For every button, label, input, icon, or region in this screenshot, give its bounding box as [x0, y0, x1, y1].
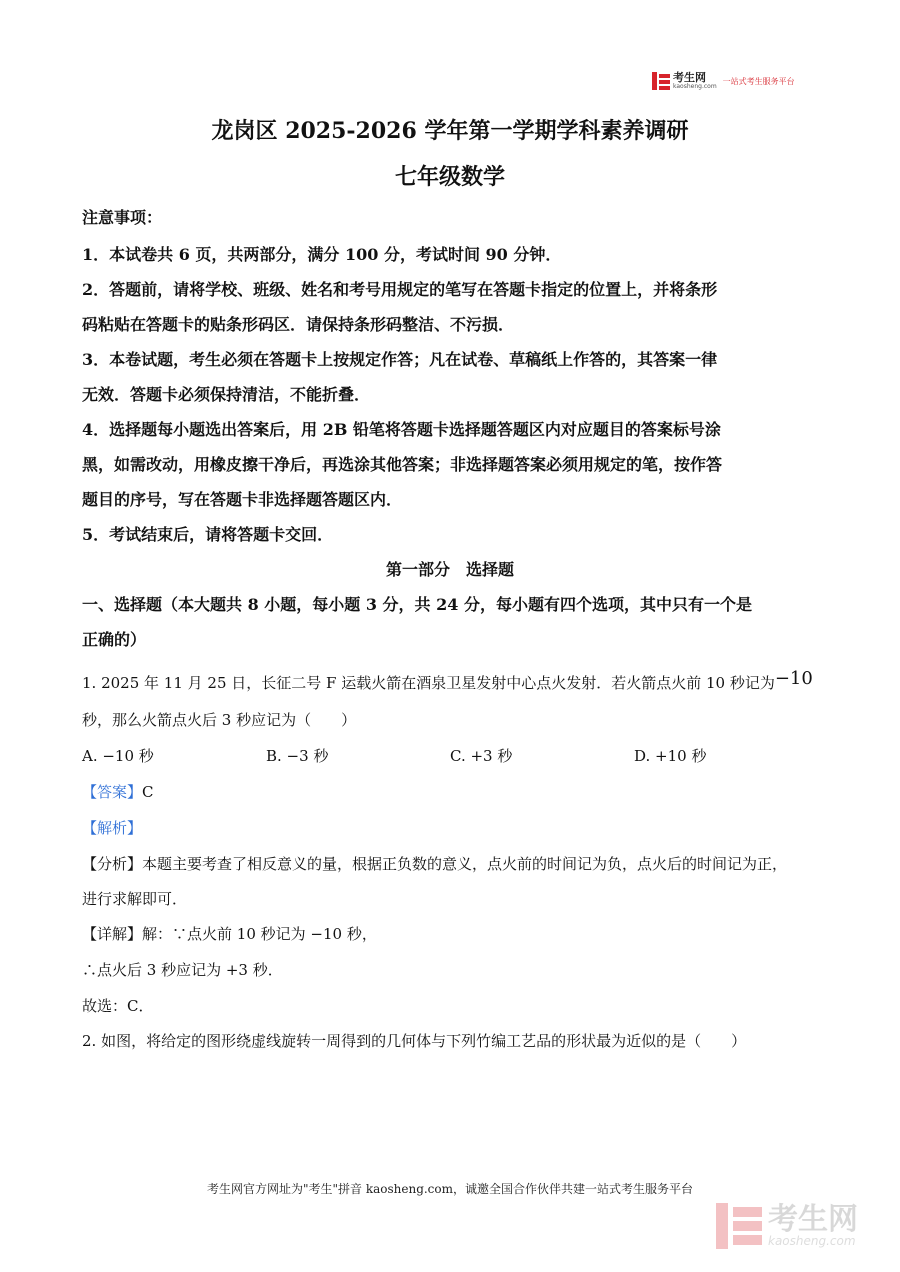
watermark-name: 考生网 [768, 1202, 858, 1237]
q1-detail: 【详解】解：∵点火前 10 秒记为 −10 秒， [82, 925, 377, 943]
q1-detail-continued: ∴点火后 3 秒应记为 +3 秒． [82, 961, 283, 979]
exam-subtitle: 七年级数学 [394, 164, 505, 190]
watermark [716, 1203, 858, 1249]
q1-conclusion: 故选：C． [82, 997, 154, 1015]
q1-option-a: A. −10 秒 [82, 747, 154, 765]
notice-line: 1．本试卷共 6 页，共两部分，满分 100 分，考试时间 90 分钟． [82, 245, 562, 264]
notice-line: 2．答题前，请将学校、班级、姓名和考号用规定的笔写在答题卡指定的位置上，并将条形 [82, 280, 718, 299]
q1-option-d: D. +10 秒 [634, 747, 707, 765]
q1-stem-continued: 秒，那么火箭点火后 3 秒应记为（ ） [82, 711, 357, 729]
part-title: 第一部分 选择题 [385, 560, 514, 579]
answer-value: C [142, 783, 154, 801]
brand-logo-icon [652, 72, 670, 90]
notice-heading: 注意事项： [82, 208, 163, 227]
notice-line: 无效．答题卡必须保持清洁，不能折叠． [82, 385, 371, 404]
section-title: 一、选择题（本大题共 8 小题，每小题 3 分，共 24 分，每小题有四个选项，其中只有一个是 [82, 595, 752, 614]
analysis-tag: 【解析】 [82, 819, 143, 837]
q1-answer [82, 781, 154, 802]
notice-line: 5．考试结束后，请将答题卡交回． [82, 525, 334, 544]
watermark-logo-icon [716, 1203, 762, 1249]
answer-tag: 【答案】 [82, 783, 143, 801]
q1-stem [82, 668, 813, 693]
brand-logo [652, 72, 795, 90]
notice-line: 黑，如需改动，用橡皮擦干净后，再选涂其他答案；非选择题答案必须用规定的笔，按作答 [82, 455, 723, 474]
exam-title: 龙岗区 2025-2026 学年第一学期学科素养调研 [211, 118, 689, 144]
q1-option-b: B. −3 秒 [266, 747, 329, 765]
q2-stem: 2. 如图，将给定的图形绕虚线旋转一周得到的几何体与下列竹编工艺品的形状最为近似的是（ ） [82, 1032, 747, 1050]
notice-line: 3．本卷试题，考生必须在答题卡上按规定作答；凡在试卷、草稿纸上作答的，其答案一律 [82, 350, 718, 369]
q1-option-c: C. +3 秒 [450, 747, 513, 765]
q1-analysis: 【分析】本题主要考查了相反意义的量，根据正负数的意义，点火前的时间记为负，点火后的时间记为正， [82, 855, 788, 873]
q1-analysis-continued: 进行求解即可． [82, 890, 188, 908]
brand-slogan: 一站式考生服务平台 [722, 76, 795, 86]
brand-domain: kaosheng.com [673, 83, 717, 90]
watermark-domain: kaosheng.com [768, 1234, 856, 1248]
page-footer: 考生网官方网址为"考生"拼音 kaosheng.com，诚邀全国合作伙伴共建一站式考生服务平台 [206, 1182, 694, 1196]
notice-line: 题目的序号，写在答题卡非选择题答题区内． [82, 490, 403, 509]
q1-stem-text: 1. 2025 年 11 月 25 日，长征二号 F 运载火箭在酒泉卫星发射中心点火发射．若火箭点火前 10 秒记为 [82, 674, 775, 692]
q1-stem-value: −10 [774, 668, 813, 689]
notice-line: 码粘贴在答题卡的贴条形码区．请保持条形码整洁、不污损． [82, 315, 515, 334]
notice-line: 4．选择题每小题选出答案后，用 2B 铅笔将答题卡选择题答题区内对应题目的答案标号涂 [82, 420, 721, 439]
section-title: 正确的） [82, 630, 147, 649]
brand-name: 考生网 [673, 71, 706, 84]
